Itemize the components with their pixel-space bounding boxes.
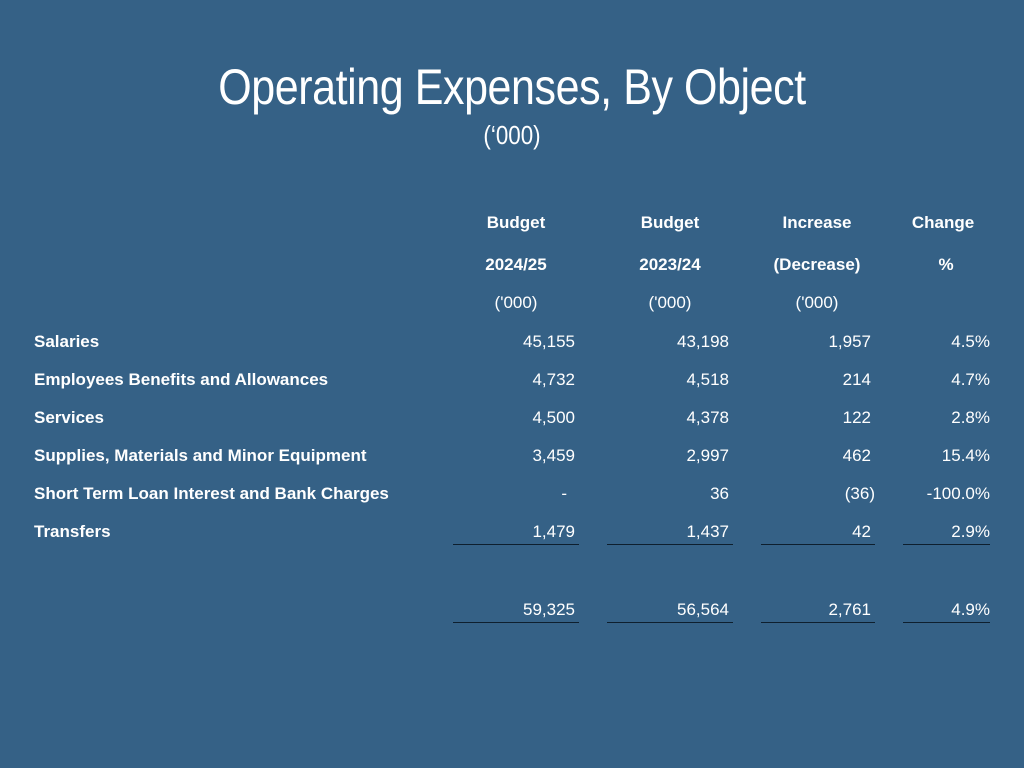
cell-transfers-change: 2.9% [951,522,990,541]
cell-supplies-2023: 2,997 [686,446,729,465]
col-header-year-2024: 2024/25 [485,255,547,274]
col-header-unit-2024: ('000) [494,293,538,312]
cell-benefits-2024: 4,732 [532,370,575,389]
col-header-year-2023: 2023/24 [639,255,701,274]
cell-benefits-change: 4.7% [951,370,990,389]
row-label-loan-interest: Short Term Loan Interest and Bank Charges [34,484,389,503]
cell-salaries-2023: 43,198 [677,332,729,351]
total-rule-change [903,622,990,623]
total-rule-2024 [453,622,579,623]
cell-transfers-2024: 1,479 [532,522,575,541]
col-header-budget-2024: Budget [486,213,546,232]
row-label-transfers: Transfers [34,522,111,541]
total-rule-increase [761,622,875,623]
total-rule-2023 [607,622,733,623]
col-header-unit-2023: ('000) [648,293,692,312]
subtotal-rule-2024 [453,544,579,545]
cell-loan-2023: 36 [710,484,729,503]
cell-supplies-change: 15.4% [941,446,990,465]
col-header-budget-2023: Budget [640,213,700,232]
cell-services-2023: 4,378 [686,408,729,427]
slide-title: Operating Expenses, By Object [218,59,806,115]
cell-loan-increase: (36) [844,484,875,503]
subtotal-rule-increase [761,544,875,545]
col-header-change: Change [911,213,975,232]
cell-supplies-2024: 3,459 [532,446,575,465]
subtotal-rule-2023 [607,544,733,545]
cell-loan-change: -100.0% [926,484,990,503]
cell-loan-2024: - [561,484,567,503]
total-increase: 2,761 [828,600,871,619]
row-label-services: Services [34,408,104,427]
row-label-employee-benefits: Employees Benefits and Allowances [34,370,329,389]
cell-benefits-2023: 4,518 [686,370,729,389]
col-header-decrease: (Decrease) [773,255,861,274]
cell-salaries-increase: 1,957 [828,332,871,351]
col-header-percent: % [938,255,954,274]
col-header-increase: Increase [782,213,852,232]
cell-services-2024: 4,500 [532,408,575,427]
cell-transfers-2023: 1,437 [686,522,729,541]
total-change: 4.9% [951,600,990,619]
col-header-unit-increase: ('000) [795,293,839,312]
cell-benefits-increase: 214 [842,370,871,389]
slide-subtitle: (‘000) [483,120,541,150]
cell-salaries-change: 4.5% [951,332,990,351]
cell-services-increase: 122 [842,408,871,427]
cell-services-change: 2.8% [951,408,990,427]
cell-supplies-increase: 462 [842,446,871,465]
row-label-salaries: Salaries [34,332,100,351]
subtotal-rule-change [903,544,990,545]
total-2023: 56,564 [677,600,729,619]
cell-transfers-increase: 42 [852,522,871,541]
total-2024: 59,325 [523,600,575,619]
row-label-supplies: Supplies, Materials and Minor Equipment [34,446,367,465]
cell-salaries-2024: 45,155 [523,332,575,351]
